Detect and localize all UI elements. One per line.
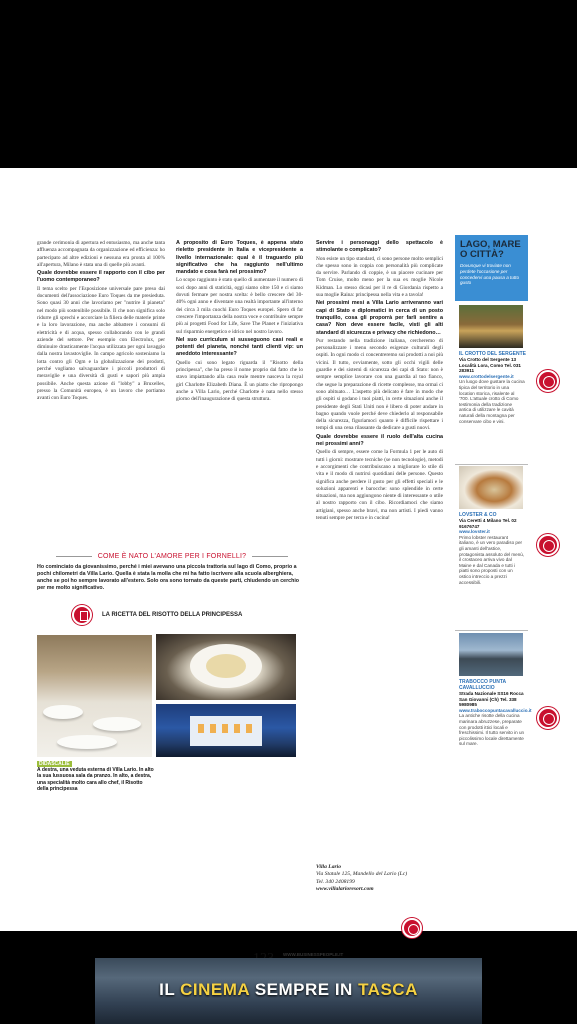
article-question: A proposito di Euro Toques, è appena stato rieletto presidente in Italia e vicepresidente a livello internazionale: qual è il traguardo più significativo che ha raggiunto nell'ultimo mandato e cosa farà nel prossimo? <box>176 240 303 276</box>
sidebar-entry <box>455 466 528 585</box>
photo-risotto <box>156 634 296 700</box>
recipe-label: LA RICETTA DEL RISOTTO DELLA PRINCIPESSA <box>102 612 243 618</box>
entry-name: LOVSTER & CO <box>459 512 497 518</box>
venue-phone: Tel. 340 2408199 <box>316 878 355 885</box>
entry-info: Strada Nazionale SS16 Rocca San Giovanni (Ch) Tel. 338 5980985 <box>459 691 524 708</box>
box-text: Ho cominciato da giovanissimo, perché i miei avevano una piccola trattoria sul lago di Como, proprio a pochi chilometri da Villa Lario. Quella è stata la molla che mi ha fatto iscrivere alla scuola alberghiera, anche se poi ho sempre lavorato all'estero. Solo ora sono tornato da queste parti, chiudendo un cerchio per me molto significativo. <box>37 564 300 591</box>
magazine-page <box>0 168 577 957</box>
photo-villa-exterior <box>156 704 296 757</box>
folio-site: WWW.BUSINESSPEOPLE.IT <box>283 952 344 957</box>
article-question: Nei prossimi mesi a Villa Lario arriveranno vari capi di Stato e diplomatici in cerca di un posto tranquillo, cosa gli proporrà per farli sentire a casa? Non deve essere facile, visti gli alti standard di sicurezza e privacy che richiedono… <box>316 300 443 336</box>
entry-desc: La antiche risotte della cucina marinara abruzzese, preparate con prodotti ittici locali e freschissimi. Il tutto servito in un piccolissimo locale direttamente sul mare. <box>459 713 525 747</box>
recipe-icon[interactable] <box>72 605 92 625</box>
sidebar-divider <box>455 464 528 465</box>
entry-name: TRABOCCO PUNTA CAVALLUCCIO <box>459 679 506 691</box>
sidebar-divider <box>455 630 528 631</box>
sidebar-entry <box>455 633 532 747</box>
article-paragraph: Pur restando nella tradizione italiana, cercheremo di personalizzare i menu secondo esigenze culturali degli ospiti. In ogni modo ci concentreremo sui prodotti a noi più vicini. Il tutto, ovviamente, sotto gli occhi vigili delle guardie e dei sistemi di sicurezza dei capi di Stato: non è sempre semplice lavorare con una guardia al tuo fianco, che segue la preparazione di ricette complesse, ma ormai ci sono abituato… L'aspetto più delicato è fare in modo che gli ospiti si godano i tuoi piatti, in certe situazioni anche il presidente degli Stati Uniti non è libero di poter andare in bagno quando vuole perché deve chiederlo al responsabile della sicurezza, figuriamoci quanto è difficile rispettare i tempi di una cena rilassante da dedicare a gusti nuovi. <box>316 337 443 432</box>
article-column-3 <box>316 240 443 523</box>
sidebar-entry <box>455 305 528 424</box>
entry-link[interactable]: www.lovster.it <box>459 529 490 535</box>
article-column-2 <box>176 240 303 405</box>
entry-desc: Un luogo dove gustare la cucina tipica del territorio in una location storica, risalente al '700. L'attuale crotto di Como testimonia della tradizione antica di utilizzare le cavità naturali della montagna per conservare cibo e vini. <box>459 379 525 424</box>
web-link-icon[interactable] <box>402 918 422 938</box>
article-paragraph: Non esiste un tipo standard, ci sono persone molto semplici che spesso sono in coppia con personalità più complicate da servire. Parlando di coppie, è un piacere cucinare per Tom Cruise, molto meno per la sua ex moglie Nicole Kidman. Lo stesso dicasi per il re di Giordania rispetto a sua moglie Raina: principessa nella vita e a tavola! <box>316 255 443 299</box>
article-paragraph: grande cerimonia di apertura ed entusiasmo, ma anche tanta affluenza accompagnata da organizzazione ed efficienza: ho partecipato ad altre edizioni e nessuna era pronta al 100% all'apertura, Milano è stata una di quelle più avanti. <box>37 240 165 268</box>
entry-photo <box>459 633 523 676</box>
box-title: COME È NATO L'AMORE PER I FORNELLI? <box>37 553 307 560</box>
cinema-banner[interactable] <box>95 958 482 1024</box>
entry-name: IL CROTTO DEL SERGENTE <box>459 351 526 357</box>
venue-name: Villa Lario <box>316 864 342 870</box>
article-question: Servire i personaggi dello spettacolo è stimolante o complicato? <box>316 240 443 254</box>
recipe-link[interactable] <box>72 609 307 621</box>
venue-signature <box>316 864 446 894</box>
sidebar <box>455 235 532 747</box>
banner-text: IL CINEMA SEMPRE IN TASCA <box>159 980 418 999</box>
sidebar-header <box>455 235 528 301</box>
article-question: Nel suo curriculum si susseguono casi reali e potenti del pianeta, nonché tanti clienti vip: un aneddoto interessante? <box>176 336 303 358</box>
article-question: Quale dovrebbe essere il rapporto con il cibo per l'uomo contemporaneo? <box>37 270 165 284</box>
entry-photo <box>459 305 523 348</box>
web-link-icon[interactable] <box>537 707 559 729</box>
entry-info: Via Crotto del Sergente 13 Località Lora, Como Tel. 031 283911 <box>459 357 521 374</box>
article-question: Quale dovrebbe essere il ruolo dell'alta cucina nei prossimi anni? <box>316 433 443 448</box>
photo-caption <box>37 761 155 792</box>
article-paragraph: Quello di sempre, essere come la Formula 1 per le auto di tutti i giorni: mostrare tecniche (se non tecnologie), metodi e accorgimenti che contribuiscano a migliorare lo stile di vita e il modo di nutrirsi quotidiani delle persone. Questo significa anche perdere il gusto per gli effetti speciali e le soluzioni apparenti e barocche: sono splendide in certe situazioni, ma non aggiungono niente di interessante o utile al nostro rapporto con il cibo. Ricordiamoci che siamo artigiani, spesso anche bravi, ma non artisti. I piedi vanno tenuti sempre per terra e in cucina! <box>316 449 443 521</box>
sidebar-subtitle: Dovunque vi troviate non perdete l'occasione per concedervi una pausa a tutto gusto <box>460 263 519 286</box>
article-paragraph: Il tema scelto per l'Esposizione universale pare preso dai documenti dell'associazione Euro Toques da me presieduta. Sono quasi 30 anni che lavoriamo per "nutrire il pianeta" nel modo più sostenibile possibile. Il che non significa solo ridurre gli sprechi e accorciare la filiera delle materie prime e la loro lavorazione, ma anche abbattere i consumi di elettricità e di acqua, spesso collaborando con le grandi aziende del settore. Per esempio con Electrolux, per diminuire drasticamente l'acqua utilizzata per ogni lavaggio dalla nostra lavastoviglie. In campo agricolo sosteniamo la lotta contro gli Ogm e la globalizzazione dei prodotti, perché vogliamo salvaguardare i piccoli produttori di meraviglie e una diversità di gusti e sapori più ampia possibile. Anche questa azione di "lobby" a Bruxelles, presso la Comunità europea, è un lavoro che portiamo avanti con Euro Toques. <box>37 285 165 402</box>
web-link-icon[interactable] <box>537 370 559 392</box>
web-link-icon[interactable] <box>537 534 559 556</box>
caption-text: A destra, una veduta esterna di Villa Lario. In alto la sua lussuosa sala da pranzo. In alto, a destra, una specialità molto cara allo chef, il Risotto della principessa <box>37 767 154 792</box>
sidebar-title: LAGO, MARE O CITTÀ? <box>460 239 521 260</box>
venue-address: Via Statale 125, Mandello del Lario (Lc) <box>316 871 408 878</box>
entry-info: Via Ceretti 4 Milano Tel. 02 91676747 <box>459 518 517 529</box>
entry-desc: Primo lobster restaurant italiano, è un vero paradiso per gli amanti dell'astice, protagonista assoluto del menù, il crostaceo arriva vivo dal Maine e dal Canada e tutti i piatti sono proposti con un ostico intreccio a prezzi accessibili. <box>459 534 525 585</box>
entry-link[interactable]: www.crottodelsergente.it <box>459 373 514 379</box>
entry-link[interactable]: www.traboccopuntacavalluccio.it <box>459 707 532 713</box>
article-paragraph: Quello cui sono legato riguarda il "Risotto della principessa", che ha preso il nome proprio dal fatto che lo stavo impiattando alla casa reale mentre nasceva la royal girl Charlotte Elizabeth Diana. È un piatto che ripropongo anche a Villa Lario, perché Charlotte è nata nello stesso giorno dell'inaugurazione di questa struttura. <box>176 359 303 403</box>
article-paragraph: Lo scopo raggiunto è stato quello di aumentare il numero di soci dopo anni di staticità, oggi siamo oltre 150 e ci siamo dovuti fermare per nostra scelta: è bello crescere del 30-40% ogni anno e diventare una realtà importante all'interno dei circa 3 mila cuochi Euro Toques europei. Spero di far crescere l'importanza della nostra voce e contribuire sempre più ai progetti Food for Life, Save The Planet e l'iniziativa sul risparmio energetico e idrico nel nostro lavoro. <box>176 277 303 335</box>
photo-dining-room <box>37 635 152 757</box>
caption-tag: DIDASCALIE <box>39 761 70 767</box>
entry-photo <box>459 466 523 509</box>
venue-site[interactable]: www.villalarioresort.com <box>316 886 374 893</box>
article-column-1 <box>37 240 165 404</box>
